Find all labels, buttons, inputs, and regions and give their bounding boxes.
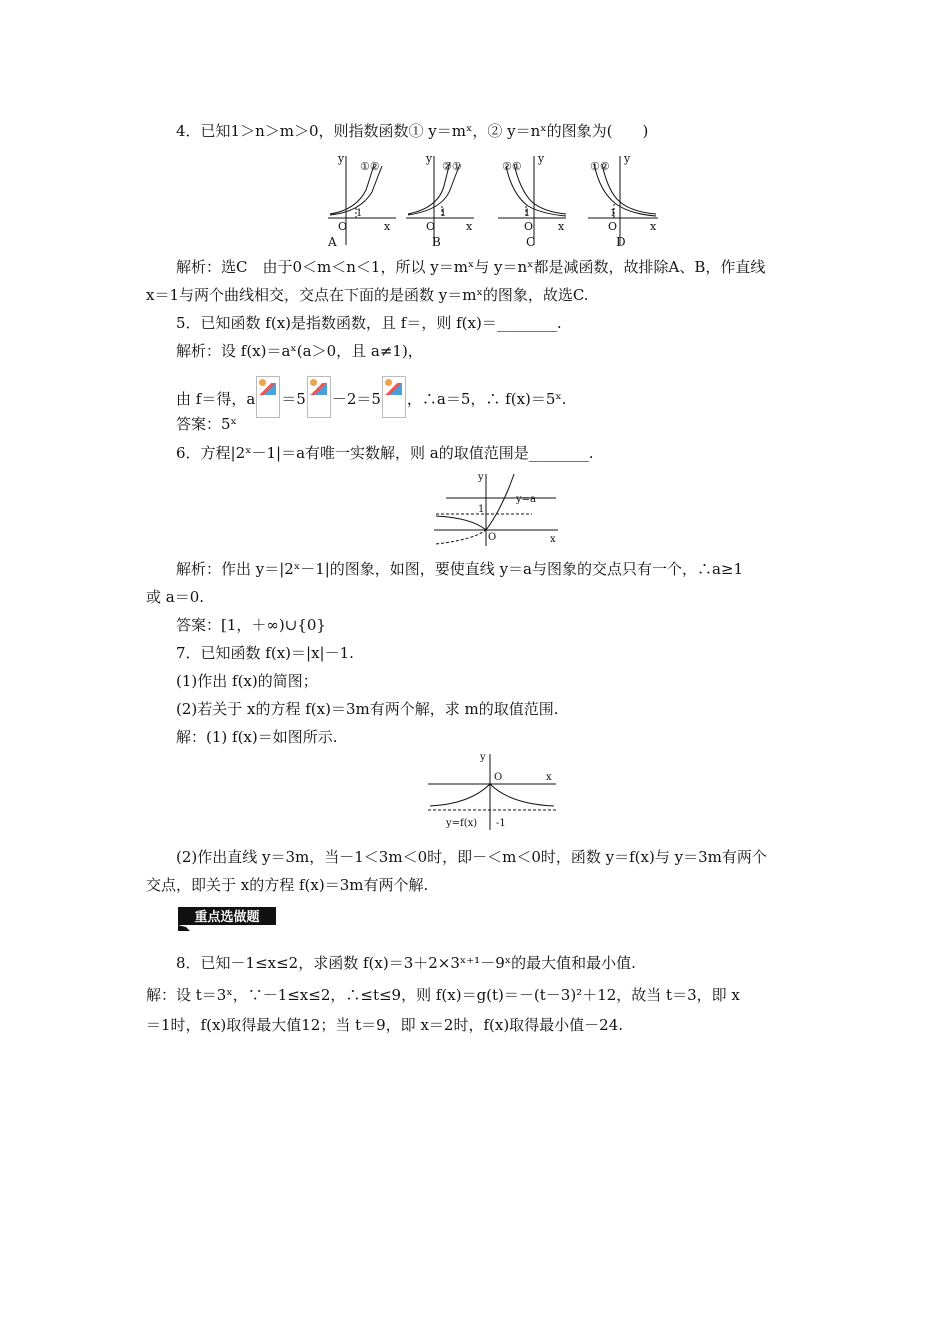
q4-d-origin: O <box>608 220 618 233</box>
q7-fig-origin: O <box>494 772 503 783</box>
q4-figure-d <box>586 150 660 248</box>
q4-a-tick: 1 <box>356 208 363 219</box>
q4-solution-1: 解析：选C 由于0＜m＜n＜1，所以 y＝mˣ与 y＝nˣ都是减函数，故排除A、B，作直线 <box>176 258 766 276</box>
q7-fig-curve-label: y=f(x) <box>446 818 478 829</box>
q8-question: 8．已知－1≤x≤2，求函数 f(x)＝3＋2×3ˣ⁺¹－9ˣ的最大值和最小值. <box>176 954 636 972</box>
q4-b-axis-y: y <box>426 152 433 165</box>
section-badge-label: 重点选做题 <box>194 910 260 925</box>
q6-solution-1: 解析：作出 y＝|2ˣ－1|的图象，如图，要使直线 y＝a与图象的交点只有一个，∴a≥1 <box>176 560 744 578</box>
q4-a-curve-labels: ①② <box>360 160 380 173</box>
q4-c-origin: O <box>524 220 534 233</box>
q5-question: 5．已知函数 f(x)是指数函数，且 f＝，则 f(x)＝________. <box>176 314 562 332</box>
q5-answer: 答案：5ˣ <box>176 415 237 433</box>
image-placeholder-icon <box>307 376 331 418</box>
q4-c-tick: 1 <box>524 208 531 219</box>
q8-solution-1: 解：设 t＝3ˣ，∵－1≤x≤2，∴≤t≤9，则 f(x)＝g(t)＝－(t－3)²＋12，故当 t＝3，即 x <box>146 986 740 1004</box>
q5-sol2-d: ，∴a＝5，∴ f(x)＝5ˣ. <box>406 390 567 408</box>
q7-fig-axis-y: y <box>480 752 486 763</box>
q4-a-origin: O <box>338 220 348 233</box>
q4-a-axis-x: x <box>384 220 391 233</box>
q6-fig-axis-x: x <box>550 534 556 545</box>
q7-solution-2: (2)作出直线 y＝3m，当－1＜3m＜0时，即－＜m＜0时，函数 y＝f(x)与 y＝3m有两个 <box>176 848 767 866</box>
section-badge <box>176 905 278 933</box>
q5-solution-1: 解析：设 f(x)＝aˣ(a＞0，且 a≠1)， <box>176 342 423 360</box>
q4-question: 4．已知1＞n＞m＞0，则指数函数① y＝mˣ，② y＝nˣ的图象为( ) <box>176 122 649 140</box>
q8-solution-2: ＝1时，f(x)取得最大值12；当 t＝9，即 x＝2时，f(x)取得最小值－24. <box>146 1016 624 1034</box>
q7-fig-neg-one: -1 <box>496 818 506 829</box>
q4-b-axis-x: x <box>466 220 473 233</box>
q4-c-curve-labels: ②① <box>502 160 522 173</box>
q6-question: 6．方程|2ˣ－1|＝a有唯一实数解，则 a的取值范围是________. <box>176 444 594 462</box>
q4-b-origin: O <box>426 220 436 233</box>
q4-figure-c <box>496 150 568 248</box>
q5-sol2-a: 由 f＝得，a <box>176 390 256 408</box>
q4-d-axis-y: y <box>624 152 631 165</box>
q5-sol2-b: ＝5 <box>281 390 306 408</box>
q4-d-curve-labels: ①② <box>590 160 610 173</box>
q6-fig-axis-y: y <box>478 472 484 483</box>
q4-option-b: B <box>432 235 441 248</box>
q4-figure-b <box>404 150 476 248</box>
q6-fig-one: 1 <box>478 504 485 515</box>
q6-fig-origin: O <box>488 532 497 543</box>
q4-b-tick: 1 <box>440 208 447 219</box>
q7-solution-1: 解：(1) f(x)＝如图所示. <box>176 728 338 746</box>
q4-figure-a <box>326 150 398 248</box>
image-placeholder-icon <box>382 376 406 418</box>
q6-figure <box>432 470 562 548</box>
q4-option-d: D <box>616 235 626 248</box>
q4-a-axis-y: y <box>338 152 345 165</box>
q6-answer: 答案：[1，＋∞)∪{0} <box>176 616 326 634</box>
q6-solution-2: 或 a＝0. <box>146 588 205 606</box>
image-placeholder-icon <box>256 376 280 418</box>
q4-b-curve-labels: ②① <box>442 160 462 173</box>
q6-fig-line-label: y=a <box>516 494 536 505</box>
q5-sol2-c: －2＝5 <box>331 390 381 408</box>
q7-figure <box>426 750 560 834</box>
q4-c-axis-x: x <box>558 220 565 233</box>
q4-solution-2: x＝1与两个曲线相交，交点在下面的是函数 y＝mˣ的图象，故选C. <box>146 286 589 304</box>
q4-d-axis-x: x <box>650 220 657 233</box>
q7-solution-3: 交点，即关于 x的方程 f(x)＝3m有两个解. <box>146 876 429 894</box>
q7-part1: (1)作出 f(x)的简图； <box>176 672 318 690</box>
q7-part2: (2)若关于 x的方程 f(x)＝3m有两个解，求 m的取值范围. <box>176 700 559 718</box>
q4-option-a: A <box>328 235 337 248</box>
q5-solution-2 <box>176 376 567 418</box>
q4-c-axis-y: y <box>538 152 545 165</box>
q4-option-c: C <box>526 235 536 248</box>
q7-fig-axis-x: x <box>546 772 552 783</box>
q4-d-tick: 1 <box>610 208 617 219</box>
q7-question: 7．已知函数 f(x)＝|x|－1. <box>176 644 354 662</box>
